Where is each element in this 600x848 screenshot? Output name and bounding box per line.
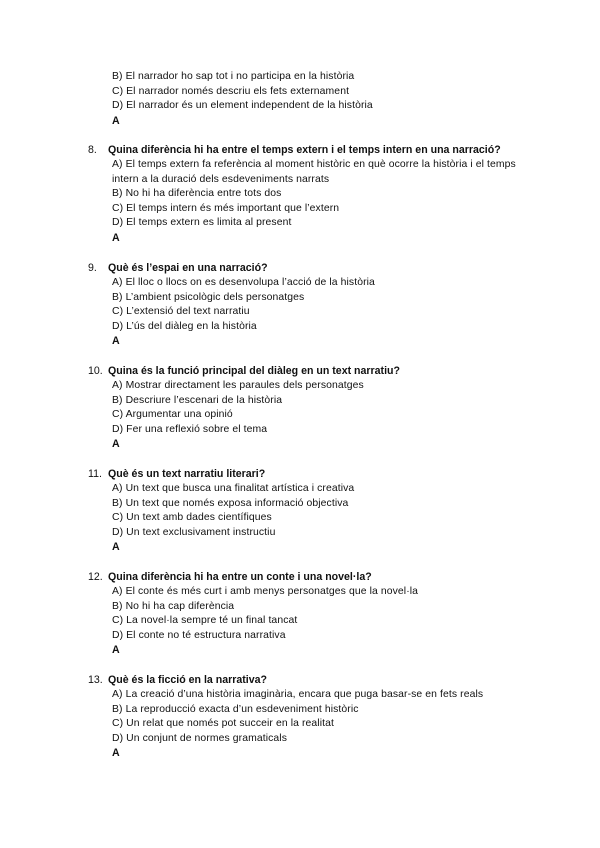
option-b: B) No hi ha cap diferència bbox=[112, 600, 235, 612]
question-13 bbox=[88, 673, 483, 761]
option-c: C) El narrador només descriu els fets externament bbox=[112, 85, 350, 97]
question-text: Quina diferència hi ha entre un conte i una novel·la? bbox=[108, 571, 372, 583]
option-a: A) El temps extern fa referència al moment històric en què ocorre la història i el temps intern a la duració dels esdeveniments narrats bbox=[112, 159, 516, 185]
answer-key: A bbox=[112, 644, 120, 657]
option-d: D) El temps extern es limita al present bbox=[112, 217, 292, 229]
question-text: Quina diferència hi ha entre el temps extern i el temps intern en una narració? bbox=[108, 144, 501, 156]
question-12 bbox=[88, 570, 418, 658]
option-b: B) L’ambient psicològic dels personatges bbox=[112, 291, 305, 303]
option-b: B) La reproducció exacta d’un esdeveniment històric bbox=[112, 703, 359, 715]
question-number: 9. bbox=[88, 262, 97, 274]
question-8 bbox=[88, 143, 532, 246]
question-number: 8. bbox=[88, 144, 97, 156]
question-number: 12. bbox=[88, 571, 103, 583]
question-text: Quina és la funció principal del diàleg en un text narratiu? bbox=[108, 365, 400, 377]
answer-key: A bbox=[112, 231, 120, 244]
option-a: A) Mostrar directament les paraules dels personatges bbox=[112, 380, 364, 391]
option-c: C) Un text amb dades científiques bbox=[112, 512, 272, 524]
option-c: C) Argumentar una opinió bbox=[112, 409, 233, 421]
option-a: A) La creació d’una història imaginària, encara que puga basar-se en fets reals bbox=[112, 689, 484, 700]
option-d: D) El conte no té estructura narrativa bbox=[112, 629, 286, 641]
question-number: 13. bbox=[88, 674, 103, 686]
option-b: B) Un text que només exposa informació objectiva bbox=[112, 497, 349, 509]
question-number: 11. bbox=[88, 468, 102, 480]
question-9 bbox=[88, 261, 375, 349]
answer-key: A bbox=[112, 114, 120, 127]
answer-key: A bbox=[112, 541, 120, 554]
option-c: C) Un relat que només pot succeir en la realitat bbox=[112, 718, 334, 730]
answer-key: A bbox=[112, 747, 120, 760]
question-text: Què és un text narratiu literari? bbox=[108, 468, 266, 480]
option-c: C) L’extensió del text narratiu bbox=[112, 306, 250, 318]
option-b: B) No hi ha diferència entre tots dos bbox=[112, 188, 282, 200]
option-a: A) El conte és més curt i amb menys personatges que la novel·la bbox=[112, 586, 419, 597]
option-a: A) El lloc o llocs on es desenvolupa l’acció de la història bbox=[112, 277, 375, 288]
continued-question-options bbox=[112, 70, 373, 128]
question-11 bbox=[88, 467, 354, 555]
option-d: D) Un text exclusivament instructiu bbox=[112, 526, 276, 538]
option-b: B) Descriure l’escenari de la història bbox=[112, 394, 283, 406]
question-10 bbox=[88, 364, 400, 452]
question-text: Què és l’espai en una narració? bbox=[108, 262, 268, 274]
question-number: 10. bbox=[88, 365, 103, 377]
option-d: D) L’ús del diàleg en la història bbox=[112, 320, 257, 332]
option-c: C) La novel·la sempre té un final tancat bbox=[112, 615, 298, 627]
option-d: D) Fer una reflexió sobre el tema bbox=[112, 423, 268, 435]
question-text: Què és la ficció en la narrativa? bbox=[108, 674, 267, 686]
answer-key: A bbox=[112, 438, 120, 451]
option-b: B) El narrador ho sap tot i no participa en la història bbox=[112, 71, 355, 82]
option-c: C) El temps intern és més important que l’extern bbox=[112, 202, 340, 214]
option-d: D) El narrador és un element independent de la història bbox=[112, 100, 373, 112]
option-d: D) Un conjunt de normes gramaticals bbox=[112, 732, 288, 744]
option-a: A) Un text que busca una finalitat artística i creativa bbox=[112, 483, 355, 494]
answer-key: A bbox=[112, 335, 120, 348]
